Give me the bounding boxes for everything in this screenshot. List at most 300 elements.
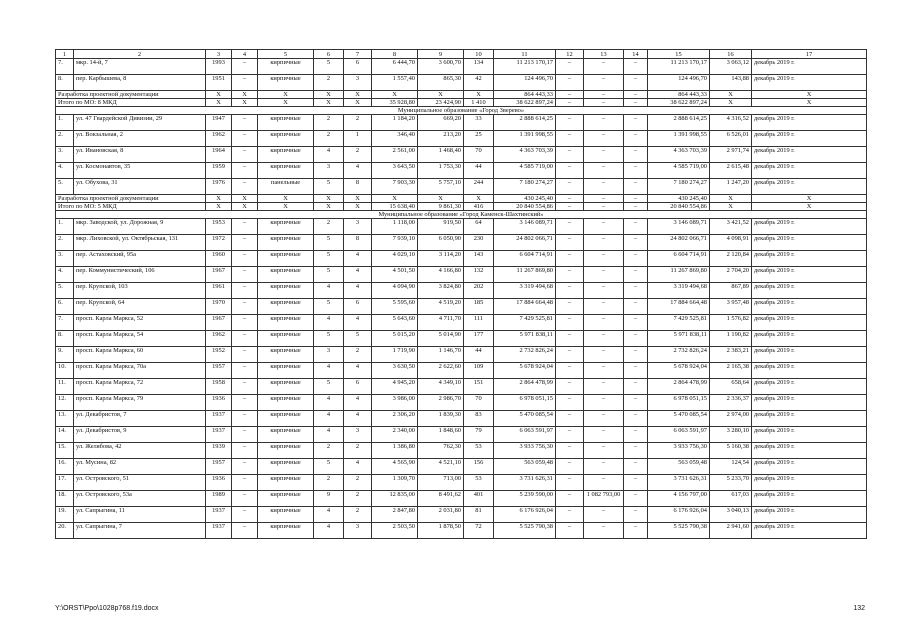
table-cell: 213,20 bbox=[418, 131, 464, 147]
table-cell: 6 978 051,15 bbox=[648, 395, 710, 411]
table-cell: 4. bbox=[56, 163, 74, 179]
table-cell: 23 424,90 bbox=[418, 99, 464, 107]
table-cell: 124,54 bbox=[710, 459, 752, 475]
table-cell: X bbox=[258, 203, 314, 211]
table-cell: – bbox=[232, 507, 258, 523]
table-cell: X bbox=[314, 195, 344, 203]
table-cell: 7 939,10 bbox=[372, 235, 418, 251]
table-body bbox=[56, 50, 867, 539]
table-cell: 2 340,00 bbox=[372, 427, 418, 443]
table-cell: – bbox=[584, 59, 624, 75]
table-cell: – bbox=[624, 115, 648, 131]
table-cell: 5 bbox=[314, 59, 344, 75]
table-cell: пер. Астаховский, 95а bbox=[74, 251, 206, 267]
table-row bbox=[56, 299, 867, 315]
table-cell: 202 bbox=[464, 283, 494, 299]
table-cell: – bbox=[232, 219, 258, 235]
table-cell: 5. bbox=[56, 283, 74, 299]
table-cell: 2 732 826,24 bbox=[494, 347, 556, 363]
table-cell: 2 bbox=[314, 443, 344, 459]
table-cell: кирпичные bbox=[258, 507, 314, 523]
table-cell: X bbox=[258, 99, 314, 107]
table-cell: 919,50 bbox=[418, 219, 464, 235]
table-cell: 4 bbox=[344, 283, 372, 299]
table-cell: просп. Карла Маркса, 72 bbox=[74, 379, 206, 395]
table-cell: 2 bbox=[344, 443, 372, 459]
table-cell: X bbox=[752, 91, 867, 99]
table-cell: 3 731 626,31 bbox=[648, 475, 710, 491]
table-cell: – bbox=[232, 75, 258, 91]
table-cell: 2 847,80 bbox=[372, 507, 418, 523]
table-cell: – bbox=[584, 179, 624, 195]
table-cell: – bbox=[584, 115, 624, 131]
table-cell: 38 622 897,24 bbox=[494, 99, 556, 107]
table-cell: – bbox=[232, 147, 258, 163]
table-cell: ул. Декабристов, 7 bbox=[74, 411, 206, 427]
table-cell: 1947 bbox=[206, 115, 232, 131]
table-cell: декабрь 2019 г. bbox=[752, 299, 867, 315]
table-cell: X bbox=[232, 203, 258, 211]
table-cell: 5 bbox=[314, 379, 344, 395]
table-cell: – bbox=[232, 443, 258, 459]
table-cell: 1962 bbox=[206, 331, 232, 347]
table-cell: 2 bbox=[344, 147, 372, 163]
table-cell: 2 888 614,25 bbox=[648, 115, 710, 131]
table-cell: 134 bbox=[464, 59, 494, 75]
table-cell: 1951 bbox=[206, 75, 232, 91]
table-cell: декабрь 2019 г. bbox=[752, 267, 867, 283]
housing-register-table bbox=[55, 49, 867, 539]
table-cell: – bbox=[624, 283, 648, 299]
table-row bbox=[56, 251, 867, 267]
table-cell: просп. Карла Маркса, 79 bbox=[74, 395, 206, 411]
table-cell: – bbox=[556, 251, 584, 267]
column-number: 13 bbox=[584, 50, 624, 59]
table-cell: – bbox=[584, 507, 624, 523]
table-cell: 4 565,90 bbox=[372, 459, 418, 475]
table-cell: 1953 bbox=[206, 219, 232, 235]
table-cell: – bbox=[232, 163, 258, 179]
table-cell: кирпичные bbox=[258, 315, 314, 331]
table-cell: 25 bbox=[464, 131, 494, 147]
table-row bbox=[56, 459, 867, 475]
table-cell: 5 678 924,04 bbox=[494, 363, 556, 379]
table-cell: 4 945,20 bbox=[372, 379, 418, 395]
table-cell: 3 bbox=[344, 427, 372, 443]
table-cell: кирпичные bbox=[258, 379, 314, 395]
table-cell: – bbox=[556, 347, 584, 363]
table-row bbox=[56, 523, 867, 539]
table-cell: 5 bbox=[314, 179, 344, 195]
column-number: 4 bbox=[232, 50, 258, 59]
table-cell: декабрь 2019 г. bbox=[752, 147, 867, 163]
table-cell: ул. Желябова, 42 bbox=[74, 443, 206, 459]
table-cell: 4 094,90 bbox=[372, 283, 418, 299]
table-cell: – bbox=[584, 91, 624, 99]
table-cell: 2 bbox=[344, 475, 372, 491]
column-number: 7 bbox=[344, 50, 372, 59]
table-cell: 617,03 bbox=[710, 491, 752, 507]
table-cell: – bbox=[624, 179, 648, 195]
total-row bbox=[56, 91, 867, 99]
table-cell: декабрь 2019 г. bbox=[752, 459, 867, 475]
table-row bbox=[56, 115, 867, 131]
table-cell: 8 bbox=[344, 179, 372, 195]
table-cell: 4 bbox=[344, 251, 372, 267]
table-cell: декабрь 2019 г. bbox=[752, 75, 867, 91]
table-cell: – bbox=[624, 203, 648, 211]
table-cell: ул. Островского, 53а bbox=[74, 491, 206, 507]
table-cell: X bbox=[372, 91, 418, 99]
table-cell: – bbox=[556, 91, 584, 99]
table-row bbox=[56, 59, 867, 75]
table-cell: 4 166,80 bbox=[418, 267, 464, 283]
table-cell: – bbox=[584, 475, 624, 491]
table-cell: X bbox=[344, 195, 372, 203]
table-cell: 1 184,20 bbox=[372, 115, 418, 131]
table-cell: – bbox=[624, 331, 648, 347]
table-cell: X bbox=[314, 91, 344, 99]
table-cell: кирпичные bbox=[258, 251, 314, 267]
table-cell: 864 443,33 bbox=[648, 91, 710, 99]
table-cell: 3. bbox=[56, 251, 74, 267]
table-cell: декабрь 2019 г. bbox=[752, 427, 867, 443]
table-cell: 2 bbox=[314, 75, 344, 91]
table-cell: 6 526,01 bbox=[710, 131, 752, 147]
table-cell: 70 bbox=[464, 147, 494, 163]
table-cell: декабрь 2019 г. bbox=[752, 507, 867, 523]
table-cell: 44 bbox=[464, 163, 494, 179]
table-cell: 3 bbox=[314, 347, 344, 363]
table-cell: X bbox=[344, 99, 372, 107]
table-cell: 4 bbox=[344, 411, 372, 427]
table-cell: декабрь 2019 г. bbox=[752, 443, 867, 459]
table-cell: 7 429 525,81 bbox=[648, 315, 710, 331]
table-cell: – bbox=[584, 347, 624, 363]
table-cell: – bbox=[556, 459, 584, 475]
table-cell: кирпичные bbox=[258, 75, 314, 91]
column-number: 2 bbox=[74, 50, 206, 59]
table-cell: – bbox=[584, 523, 624, 539]
table-cell: 2 bbox=[344, 347, 372, 363]
table-cell: – bbox=[584, 163, 624, 179]
table-cell: 865,30 bbox=[418, 75, 464, 91]
table-cell: кирпичные bbox=[258, 299, 314, 315]
table-cell: мкр. 14-й, 7 bbox=[74, 59, 206, 75]
table-cell: 2 974,00 bbox=[710, 411, 752, 427]
table-cell: 563 059,48 bbox=[648, 459, 710, 475]
table-cell: 14. bbox=[56, 427, 74, 443]
table-cell: 35 928,80 bbox=[372, 99, 418, 107]
table-cell: 81 bbox=[464, 507, 494, 523]
table-cell: 2. bbox=[56, 131, 74, 147]
table-cell: мкр. Лиховской, ул. Октябрьская, 131 bbox=[74, 235, 206, 251]
table-cell: 2 864 478,99 bbox=[648, 379, 710, 395]
table-cell: ул. Обухова, 31 bbox=[74, 179, 206, 195]
table-cell: 1 247,20 bbox=[710, 179, 752, 195]
table-row bbox=[56, 411, 867, 427]
column-number: 17 bbox=[752, 50, 867, 59]
table-cell: 1 576,82 bbox=[710, 315, 752, 331]
table-cell: кирпичные bbox=[258, 283, 314, 299]
table-cell: X bbox=[258, 195, 314, 203]
table-cell: просп. Карла Маркса, 60 bbox=[74, 347, 206, 363]
table-cell: 2 941,60 bbox=[710, 523, 752, 539]
table-cell: 4 585 719,00 bbox=[494, 163, 556, 179]
table-cell: 151 bbox=[464, 379, 494, 395]
table-cell: 70 bbox=[464, 395, 494, 411]
table-cell: панельные bbox=[258, 179, 314, 195]
table-cell: – bbox=[556, 267, 584, 283]
table-cell: кирпичные bbox=[258, 219, 314, 235]
table-cell: 79 bbox=[464, 427, 494, 443]
table-cell: кирпичные bbox=[258, 395, 314, 411]
table-cell: – bbox=[624, 59, 648, 75]
table-cell: 10. bbox=[56, 363, 74, 379]
table-cell: – bbox=[584, 411, 624, 427]
table-row bbox=[56, 75, 867, 91]
table-cell: – bbox=[624, 507, 648, 523]
table-cell: 53 bbox=[464, 443, 494, 459]
table-cell: – bbox=[624, 475, 648, 491]
table-cell: 4 bbox=[314, 427, 344, 443]
table-cell: 4 501,50 bbox=[372, 267, 418, 283]
table-cell: 13. bbox=[56, 411, 74, 427]
table-cell: – bbox=[232, 299, 258, 315]
table-cell: – bbox=[624, 379, 648, 395]
table-cell: 658,64 bbox=[710, 379, 752, 395]
table-cell: 1 309,70 bbox=[372, 475, 418, 491]
table-cell: 17. bbox=[56, 475, 74, 491]
table-cell: 64 bbox=[464, 219, 494, 235]
table-cell: 1 719,90 bbox=[372, 347, 418, 363]
table-cell: – bbox=[584, 99, 624, 107]
table-cell: – bbox=[584, 235, 624, 251]
table-cell: 1. bbox=[56, 219, 74, 235]
table-cell: X bbox=[464, 195, 494, 203]
table-cell: 1957 bbox=[206, 363, 232, 379]
table-cell: 20. bbox=[56, 523, 74, 539]
table-cell: мкр. Заводской, ул. Дорожная, 9 bbox=[74, 219, 206, 235]
table-cell: 2 120,84 bbox=[710, 251, 752, 267]
table-cell: – bbox=[624, 99, 648, 107]
table-cell: 9 861,30 bbox=[418, 203, 464, 211]
table-cell: X bbox=[710, 195, 752, 203]
table-cell: 4 bbox=[344, 315, 372, 331]
table-cell: – bbox=[556, 75, 584, 91]
table-cell: 6 604 714,91 bbox=[494, 251, 556, 267]
table-cell: 4 bbox=[314, 395, 344, 411]
table-cell: – bbox=[556, 331, 584, 347]
table-cell: 19. bbox=[56, 507, 74, 523]
section-heading: Муниципальное образование «Город Каменск-Шахтинский» bbox=[56, 211, 867, 219]
table-cell: декабрь 2019 г. bbox=[752, 363, 867, 379]
table-cell: 3 630,50 bbox=[372, 363, 418, 379]
table-cell: – bbox=[624, 411, 648, 427]
table-cell: – bbox=[624, 147, 648, 163]
table-cell: 8. bbox=[56, 331, 74, 347]
table-cell: 1 391 998,55 bbox=[648, 131, 710, 147]
table-cell: – bbox=[584, 395, 624, 411]
table-cell: 1970 bbox=[206, 299, 232, 315]
table-cell: 1962 bbox=[206, 131, 232, 147]
table-cell: 3 731 626,31 bbox=[494, 475, 556, 491]
table-cell: 7 180 274,27 bbox=[494, 179, 556, 195]
table-cell: кирпичные bbox=[258, 59, 314, 75]
table-cell: 6 bbox=[344, 299, 372, 315]
table-cell: декабрь 2019 г. bbox=[752, 179, 867, 195]
table-cell: 2 165,38 bbox=[710, 363, 752, 379]
table-cell: 3. bbox=[56, 147, 74, 163]
table-cell: – bbox=[232, 179, 258, 195]
table-cell: 42 bbox=[464, 75, 494, 91]
table-cell: – bbox=[232, 491, 258, 507]
table-row bbox=[56, 475, 867, 491]
table-cell: 230 bbox=[464, 235, 494, 251]
table-cell: 2 732 826,24 bbox=[648, 347, 710, 363]
table-cell: – bbox=[584, 283, 624, 299]
table-cell: 1967 bbox=[206, 315, 232, 331]
table-cell: 72 bbox=[464, 523, 494, 539]
table-cell: – bbox=[232, 427, 258, 443]
table-cell: 1936 bbox=[206, 395, 232, 411]
table-cell: – bbox=[232, 363, 258, 379]
table-cell: 3 114,20 bbox=[418, 251, 464, 267]
table-cell: 1959 bbox=[206, 163, 232, 179]
table-cell: декабрь 2019 г. bbox=[752, 315, 867, 331]
table-cell: 1952 bbox=[206, 347, 232, 363]
table-cell: 3 bbox=[314, 163, 344, 179]
table-cell: кирпичные bbox=[258, 523, 314, 539]
table-cell: – bbox=[624, 315, 648, 331]
table-cell: декабрь 2019 г. bbox=[752, 379, 867, 395]
table-cell: – bbox=[584, 195, 624, 203]
table-row bbox=[56, 491, 867, 507]
table-cell: 1 bbox=[344, 131, 372, 147]
table-row bbox=[56, 395, 867, 411]
table-cell: 124 496,70 bbox=[494, 75, 556, 91]
table-cell: 1961 bbox=[206, 283, 232, 299]
section-heading: Муниципальное образование «Город Зверево» bbox=[56, 107, 867, 115]
table-cell: 5 971 838,11 bbox=[494, 331, 556, 347]
table-cell: 143 bbox=[464, 251, 494, 267]
table-cell: – bbox=[584, 331, 624, 347]
table-cell: 3 643,50 bbox=[372, 163, 418, 179]
table-cell: – bbox=[232, 523, 258, 539]
table-cell: 1972 bbox=[206, 235, 232, 251]
table-cell: 401 bbox=[464, 491, 494, 507]
table-cell: 5 525 790,38 bbox=[648, 523, 710, 539]
table-cell: 430 245,40 bbox=[494, 195, 556, 203]
table-cell: 669,20 bbox=[418, 115, 464, 131]
table-cell: кирпичные bbox=[258, 411, 314, 427]
table-cell: 2 503,50 bbox=[372, 523, 418, 539]
table-cell: 563 059,48 bbox=[494, 459, 556, 475]
table-cell: 5 971 838,11 bbox=[648, 331, 710, 347]
table-cell: декабрь 2019 г. bbox=[752, 219, 867, 235]
table-cell: 1967 bbox=[206, 267, 232, 283]
table-cell: ул. Космонавтов, 35 bbox=[74, 163, 206, 179]
table-cell: – bbox=[584, 267, 624, 283]
table-cell: 6 050,90 bbox=[418, 235, 464, 251]
table-cell: ул. Островского, 51 bbox=[74, 475, 206, 491]
table-row bbox=[56, 267, 867, 283]
table-cell: – bbox=[584, 379, 624, 395]
table-cell: – bbox=[232, 115, 258, 131]
table-cell: – bbox=[624, 235, 648, 251]
table-cell: – bbox=[584, 131, 624, 147]
table-cell: 1 468,40 bbox=[418, 147, 464, 163]
table-cell: 9. bbox=[56, 347, 74, 363]
table-cell: 185 bbox=[464, 299, 494, 315]
table-cell: 124 496,70 bbox=[648, 75, 710, 91]
column-number-row bbox=[56, 50, 867, 59]
table-cell: 7 180 274,27 bbox=[648, 179, 710, 195]
table-cell: 3 063,12 bbox=[710, 59, 752, 75]
table-cell: 7 429 525,81 bbox=[494, 315, 556, 331]
table-cell: – bbox=[232, 267, 258, 283]
table-cell: ул. 47 Гвардейской Дивизии, 29 bbox=[74, 115, 206, 131]
table-cell: 2 864 478,99 bbox=[494, 379, 556, 395]
table-cell: 1960 bbox=[206, 251, 232, 267]
table-cell: – bbox=[556, 475, 584, 491]
table-cell: – bbox=[584, 147, 624, 163]
table-cell: 7. bbox=[56, 59, 74, 75]
table-row bbox=[56, 235, 867, 251]
table-cell: X bbox=[464, 91, 494, 99]
table-cell: 2 bbox=[314, 475, 344, 491]
table-cell: 109 bbox=[464, 363, 494, 379]
table-cell: X bbox=[206, 99, 232, 107]
table-cell: 3 933 756,30 bbox=[494, 443, 556, 459]
table-cell: 3 040,13 bbox=[710, 507, 752, 523]
table-cell: – bbox=[556, 147, 584, 163]
table-cell: кирпичные bbox=[258, 363, 314, 379]
table-cell: – bbox=[556, 131, 584, 147]
table-cell: – bbox=[624, 395, 648, 411]
table-cell: – bbox=[624, 523, 648, 539]
table-cell: 9 bbox=[314, 491, 344, 507]
table-cell: 5 bbox=[314, 299, 344, 315]
table-cell: – bbox=[556, 315, 584, 331]
table-cell: 1964 bbox=[206, 147, 232, 163]
table-row bbox=[56, 283, 867, 299]
table-cell: 2 bbox=[314, 131, 344, 147]
table-cell: 2 622,60 bbox=[418, 363, 464, 379]
total-row bbox=[56, 203, 867, 211]
table-row bbox=[56, 379, 867, 395]
table-cell: 4 bbox=[314, 363, 344, 379]
table-cell: 3 bbox=[344, 523, 372, 539]
table-cell: 5 595,60 bbox=[372, 299, 418, 315]
total-label: Итого по МО: 5 МКД bbox=[56, 203, 206, 211]
table-cell: кирпичные bbox=[258, 163, 314, 179]
table-cell: 762,30 bbox=[418, 443, 464, 459]
table-cell: 4 bbox=[344, 363, 372, 379]
table-cell: – bbox=[556, 523, 584, 539]
table-cell: декабрь 2019 г. bbox=[752, 331, 867, 347]
total-row bbox=[56, 99, 867, 107]
table-cell: 5 757,10 bbox=[418, 179, 464, 195]
table-cell: декабрь 2019 г. bbox=[752, 163, 867, 179]
table-cell: 1937 bbox=[206, 523, 232, 539]
table-cell: 4 bbox=[314, 315, 344, 331]
table-cell: X bbox=[752, 195, 867, 203]
table-cell: 3 421,52 bbox=[710, 219, 752, 235]
table-cell: кирпичные bbox=[258, 235, 314, 251]
table-cell: 1 146,70 bbox=[418, 347, 464, 363]
table-cell: 4 bbox=[314, 411, 344, 427]
